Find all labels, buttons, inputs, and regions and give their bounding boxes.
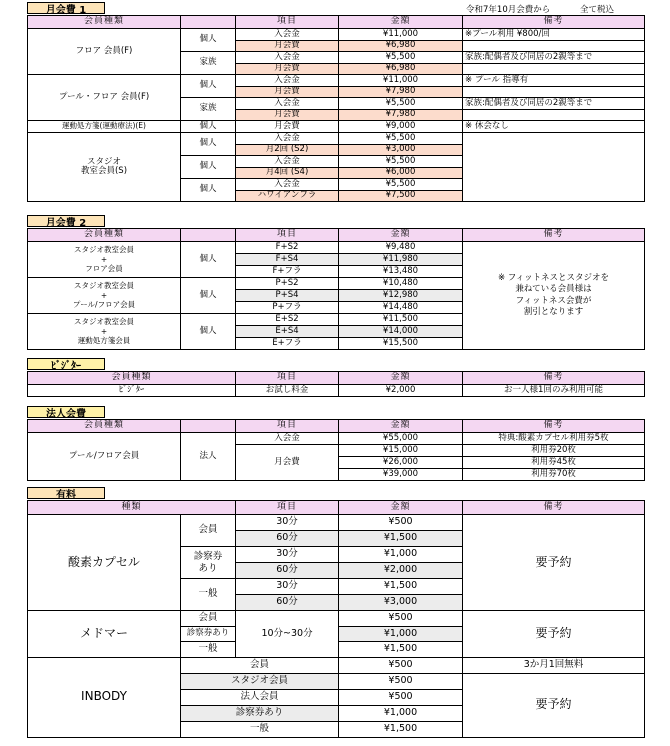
plus-sign: +: [100, 326, 108, 336]
amount-cell: ¥6,980: [339, 63, 463, 75]
oxygen-remark: 要予約: [463, 515, 645, 611]
amount-cell: ¥6,000: [339, 167, 463, 179]
header-blank: [181, 420, 236, 433]
combo-individual: 個人: [181, 314, 236, 350]
amount-cell: ¥5,500: [339, 156, 463, 168]
header-item: 項目: [236, 501, 339, 515]
studio-name-line2: 教室会員(S): [80, 166, 128, 176]
section-title-corporate: 法人会費: [27, 406, 105, 418]
header-remark: 備考: [463, 16, 645, 29]
header-blank: [181, 16, 236, 29]
header-remark: 備考: [463, 229, 645, 242]
studio-member-name: [28, 133, 181, 202]
amount-cell: ¥2,000: [339, 385, 463, 397]
remark-cell: [463, 63, 645, 75]
amount-cell: ¥5,500: [339, 179, 463, 191]
monthly-fee-table-2: [27, 228, 645, 350]
combo-pool-name: [28, 278, 181, 314]
amount-cell: ¥500: [339, 611, 463, 627]
remark-cell: ※プール利用 ¥800/回: [463, 29, 645, 41]
amount-cell: ¥7,980: [339, 86, 463, 98]
item-cell: 60分: [236, 531, 339, 547]
item-cell: 60分: [236, 563, 339, 579]
ticket-line2: あり: [198, 562, 218, 574]
amount-cell: ¥2,000: [339, 563, 463, 579]
combo-line-a: スタジオ教室会員: [74, 244, 134, 254]
item-cell: 入会金: [236, 75, 339, 87]
monthly-label: 月会費: [236, 445, 339, 481]
remark-cell: 特典:酸素カプセル利用券5枚: [463, 433, 645, 445]
item-cell: 月会費: [236, 109, 339, 121]
amount-cell: ¥3,000: [339, 595, 463, 611]
header-amount: 金額: [339, 501, 463, 515]
header-kind: 会員種類: [28, 16, 181, 29]
header-kind: 会員種類: [28, 372, 236, 385]
item-cell: ハワイアンフラ: [236, 190, 339, 202]
combo-undo-name: [28, 314, 181, 350]
item-cell: 入会金: [236, 156, 339, 168]
header-kind: 会員種類: [28, 229, 181, 242]
item-cell: 法人会員: [181, 689, 339, 705]
header-amount: 金額: [339, 16, 463, 29]
amount-cell: ¥7,980: [339, 109, 463, 121]
combo-floor-name: [28, 242, 181, 278]
corporate-kind: プール/フロア会員: [28, 433, 181, 481]
amount-cell: ¥1,500: [339, 721, 463, 737]
amount-cell: ¥9,480: [339, 242, 463, 254]
remark-cell: 家族:配偶者及び同居の2親等まで: [463, 98, 645, 110]
inbody-name: INBODY: [28, 657, 181, 737]
medomar-remark: 要予約: [463, 611, 645, 658]
amount-cell: ¥500: [339, 657, 463, 673]
item-cell: F+フラ: [236, 266, 339, 278]
amount-cell: ¥1,000: [339, 547, 463, 563]
amount-cell: ¥500: [339, 673, 463, 689]
header-item: 項目: [236, 372, 339, 385]
undo-individual: 個人: [181, 121, 236, 133]
remark-cell: 利用券70枚: [463, 469, 645, 481]
header-remark: 備考: [463, 372, 645, 385]
floor-family: 家族: [181, 52, 236, 75]
amount-cell: ¥11,000: [339, 29, 463, 41]
inbody-remark-free: 3か月1回無料: [463, 657, 645, 673]
item-cell: 月会費: [236, 86, 339, 98]
combo-individual: 個人: [181, 278, 236, 314]
remark-line: 割引となります: [523, 306, 584, 317]
section-title-visitor: ﾋﾞｼﾞﾀｰ: [27, 358, 105, 370]
combo-individual: 個人: [181, 242, 236, 278]
section-title-paid: 有料: [27, 487, 105, 499]
amount-cell: ¥3,000: [339, 144, 463, 156]
item-cell: 診察券あり: [181, 705, 339, 721]
item-cell: 月会費: [236, 121, 339, 133]
item-cell: 一般: [181, 721, 339, 737]
item-cell: F+S2: [236, 242, 339, 254]
pool-individual: 個人: [181, 75, 236, 98]
amount-cell: ¥15,000: [339, 445, 463, 457]
header-remark: 備考: [463, 420, 645, 433]
remark-cell: [463, 40, 645, 52]
item-cell: E+フラ: [236, 338, 339, 350]
medomar-time: 10分~30分: [236, 611, 339, 658]
item-cell: P+S2: [236, 278, 339, 290]
header-remark: 備考: [463, 501, 645, 515]
combo-line-b: フロア会員: [85, 264, 123, 274]
oxygen-capsule-name: 酸素カプセル: [28, 515, 181, 611]
item-cell: 入会金: [236, 133, 339, 145]
ticket-line1: 診察券: [193, 550, 223, 562]
corporate-fee-table: [27, 419, 645, 481]
amount-cell: ¥13,480: [339, 266, 463, 278]
amount-cell: ¥500: [339, 689, 463, 705]
header-kind: 種類: [28, 501, 236, 515]
remark-cell: お一人様1回のみ利用可能: [463, 385, 645, 397]
header-item: 項目: [236, 229, 339, 242]
remark-cell: ※ 休会なし: [463, 121, 645, 133]
oxygen-general: 一般: [181, 579, 236, 611]
header-amount: 金額: [339, 420, 463, 433]
oxygen-member: 会員: [181, 515, 236, 547]
studio-name-line1: スタジオ: [86, 156, 121, 167]
paid-services-table: [27, 500, 645, 738]
remark-line: フィットネス会費が: [515, 295, 592, 306]
medomar-member: 会員: [181, 611, 236, 627]
item-cell: 60分: [236, 595, 339, 611]
amount-cell: ¥10,480: [339, 278, 463, 290]
inbody-remark: 要予約: [463, 673, 645, 737]
oxygen-ticket: [181, 547, 236, 579]
amount-cell: ¥5,500: [339, 133, 463, 145]
amount-cell: ¥1,500: [339, 531, 463, 547]
item-cell: 入会金: [236, 52, 339, 64]
item-cell: 会員: [181, 657, 339, 673]
amount-cell: ¥7,500: [339, 190, 463, 202]
amount-cell: ¥5,500: [339, 52, 463, 64]
item-cell: 入会金: [236, 98, 339, 110]
visitor-kind: ﾋﾞｼﾞﾀｰ: [28, 385, 236, 397]
combo-line-a: スタジオ教室会員: [74, 316, 134, 326]
amount-cell: ¥14,480: [339, 302, 463, 314]
header-blank: [181, 229, 236, 242]
item-cell: 月4回 (S4): [236, 167, 339, 179]
remark-cell: ※ プール 指導有: [463, 75, 645, 87]
discount-remark: [463, 242, 645, 350]
fee-effective-note: 令和7年10月会費から: [466, 5, 551, 15]
remark-cell: 利用券20枚: [463, 445, 645, 457]
item-cell: F+S4: [236, 254, 339, 266]
medomar-general: 一般: [181, 642, 236, 658]
amount-cell: ¥1,000: [339, 626, 463, 642]
plus-sign: +: [100, 290, 108, 300]
item-cell: 30分: [236, 515, 339, 531]
studio-remark: [463, 133, 645, 202]
amount-cell: ¥26,000: [339, 457, 463, 469]
corporate-type: 法人: [181, 433, 236, 481]
item-cell: お試し料金: [236, 385, 339, 397]
item-cell: E+S4: [236, 326, 339, 338]
amount-cell: ¥14,000: [339, 326, 463, 338]
monthly-fee-table-1: [27, 15, 645, 202]
header-kind: 会員種類: [28, 420, 181, 433]
amount-cell: ¥11,980: [339, 254, 463, 266]
item-cell: 入会金: [236, 29, 339, 41]
item-cell: P+フラ: [236, 302, 339, 314]
amount-cell: ¥1,500: [339, 642, 463, 658]
floor-member-name: フロア 会員(F): [28, 29, 181, 75]
amount-cell: ¥1,000: [339, 705, 463, 721]
amount-cell: ¥12,980: [339, 290, 463, 302]
amount-cell: ¥15,500: [339, 338, 463, 350]
combo-line-b: プール/フロア会員: [72, 300, 136, 310]
tax-included-note: 全て税込: [580, 5, 615, 15]
header-amount: 金額: [339, 229, 463, 242]
item-cell: P+S4: [236, 290, 339, 302]
amount-cell: ¥11,000: [339, 75, 463, 87]
amount-cell: ¥55,000: [339, 433, 463, 445]
amount-cell: ¥500: [339, 515, 463, 531]
amount-cell: ¥5,500: [339, 98, 463, 110]
studio-individual: 個人: [181, 156, 236, 179]
studio-individual: 個人: [181, 133, 236, 156]
remark-line: 兼ねている会員様は: [515, 284, 592, 295]
pool-member-name: プール・フロア 会員(F): [28, 75, 181, 121]
header-item: 項目: [236, 16, 339, 29]
section-title-monthly-1: 月会費 1: [27, 2, 105, 14]
item-cell: 入会金: [236, 433, 339, 445]
item-cell: スタジオ会員: [181, 673, 339, 689]
remark-line: ※ フィットネスとスタジオを: [497, 273, 610, 284]
combo-line-a: スタジオ教室会員: [74, 280, 134, 290]
amount-cell: ¥39,000: [339, 469, 463, 481]
item-cell: E+S2: [236, 314, 339, 326]
header-amount: 金額: [339, 372, 463, 385]
floor-individual: 個人: [181, 29, 236, 52]
remark-cell: 家族:配偶者及び同居の2親等まで: [463, 52, 645, 64]
item-cell: 30分: [236, 547, 339, 563]
undo-member-name: 運動処方箋(運動療法)(E): [28, 121, 181, 133]
plus-sign: +: [100, 254, 108, 264]
remark-cell: [463, 86, 645, 98]
item-cell: 月会費: [236, 40, 339, 52]
studio-individual: 個人: [181, 179, 236, 202]
visitor-fee-table: [27, 371, 645, 397]
medomar-name: メドマー: [28, 611, 181, 658]
remark-cell: [463, 109, 645, 121]
amount-cell: ¥6,980: [339, 40, 463, 52]
item-cell: 月会費: [236, 63, 339, 75]
amount-cell: ¥9,000: [339, 121, 463, 133]
pool-family: 家族: [181, 98, 236, 121]
item-cell: 30分: [236, 579, 339, 595]
amount-cell: ¥1,500: [339, 579, 463, 595]
section-title-monthly-2: 月会費 2: [27, 215, 105, 227]
medomar-ticket: 診察券あり: [181, 626, 236, 642]
combo-line-b: 運動処方箋会員: [77, 336, 131, 346]
remark-cell: 利用券45枚: [463, 457, 645, 469]
header-item: 項目: [236, 420, 339, 433]
amount-cell: ¥11,500: [339, 314, 463, 326]
item-cell: 月2回 (S2): [236, 144, 339, 156]
item-cell: 入会金: [236, 179, 339, 191]
